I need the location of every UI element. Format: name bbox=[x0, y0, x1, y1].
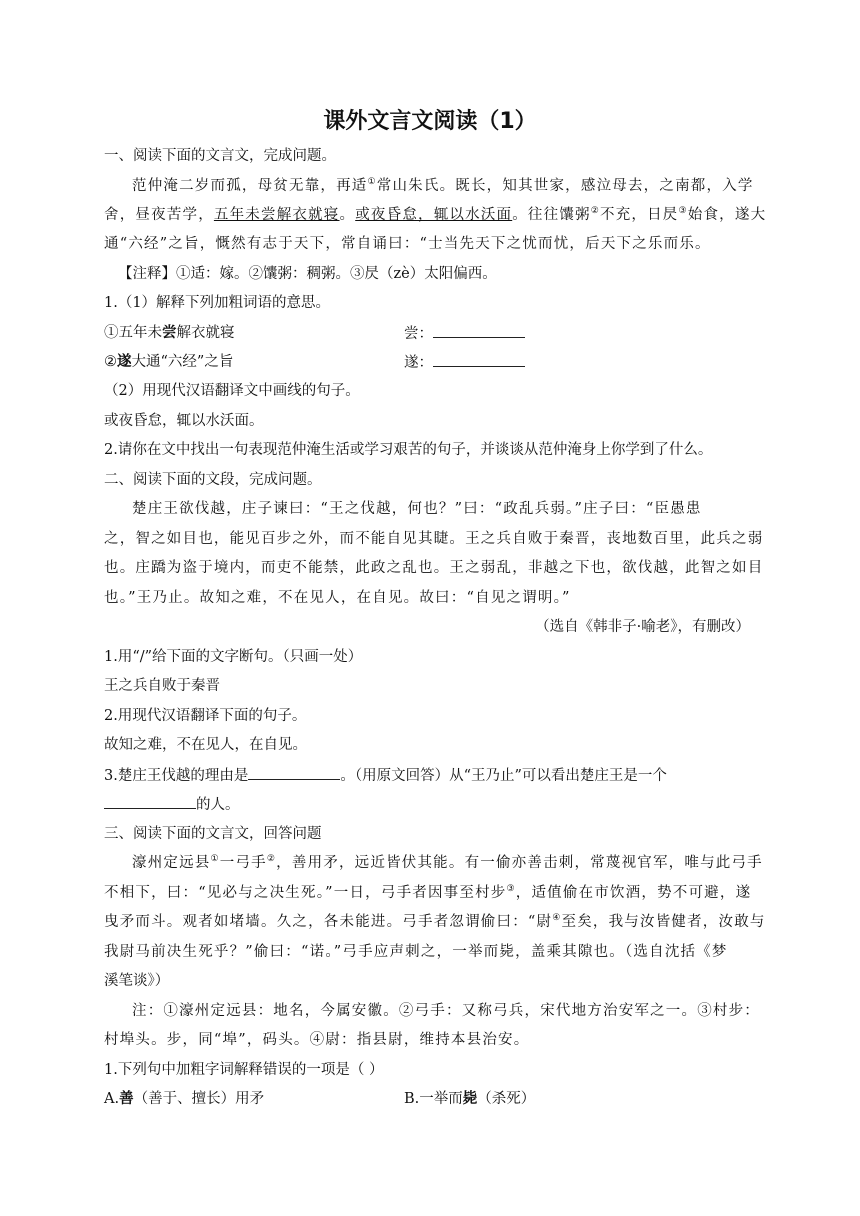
passage-3-line: 不相下，曰：“见必与之决生死。”一日，弓手者因事至村步③，适值偷在市饮酒，势不可避，遂 bbox=[104, 884, 752, 901]
passage-1-line: 舍，昼夜苦学，五年未尝解衣就寝。或夜昏怠，辄以水沃面。往往馕粥②不充，日昃③始食，遂大 bbox=[104, 206, 767, 223]
s2-question-1: 1.用“/”给下面的文字断句。（只画一处） bbox=[104, 649, 363, 665]
s2-question-3: 3.楚庄王伐越的理由是 。（用原文回答）从“王乃止”可以看出楚庄王是一个 bbox=[104, 765, 667, 786]
answer-blank-a[interactable]: 尝： bbox=[404, 323, 525, 344]
section-3-heading: 三、阅读下面的文言文，回答问题 bbox=[104, 826, 322, 842]
passage-2-line: 也。庄蹻为盗于境内，而吏不能禁，此政之乱也。王之弱乱，非越之下也，欲伐越，此智之如目 bbox=[104, 560, 764, 576]
passage-3-note: 注：①濠州定远县：地名，今属安徽。②弓手：又称弓兵，宋代地方治安军之一。③村步： bbox=[132, 1003, 760, 1019]
passage-1-line: 范仲淹二岁而孤，母贫无靠，再适①常山朱氏。既长，知其世家，感泣母去，之南都，入学 bbox=[132, 177, 754, 194]
question-1-1-item-b: ②遂大通“六经”之旨 bbox=[104, 353, 234, 370]
page-title: 课外文言文阅读（1） bbox=[323, 109, 537, 134]
section-1-heading: 一、阅读下面的文言文，完成问题。 bbox=[104, 148, 336, 164]
s2-question-2: 2.用现代汉语翻译下面的句子。 bbox=[104, 708, 307, 724]
underlined-sentence: 或夜昏怠，辄以水沃面 bbox=[355, 207, 513, 223]
underlined-sentence: 五年未尝解衣就寝 bbox=[213, 207, 340, 223]
question-1-2: （2）用现代汉语翻译文中画线的句子。 bbox=[104, 383, 360, 399]
section-2-heading: 二、阅读下面的文段，完成问题。 bbox=[104, 472, 322, 488]
question-2: 2.请你在文中找出一句表现范仲淹生活或学习艰苦的句子，并谈谈从范仲淹身上你学到了什么。 bbox=[104, 442, 713, 458]
s2-question-2-text: 故知之难，不在见人，在自见。 bbox=[104, 737, 307, 753]
question-1-1-item-a: ①五年未尝解衣就寝 bbox=[104, 324, 235, 341]
passage-3-line: 濠州定远县①一弓手②，善用矛，远近皆伏其能。有一偷亦善击刺，常蔑视官军，唯与此弓手 bbox=[132, 854, 763, 871]
s2-question-1-text: 王之兵自败于秦晋 bbox=[104, 678, 220, 694]
answer-blank-b[interactable]: 遂： bbox=[404, 352, 525, 373]
passage-1-line: 通“六经”之旨，慨然有志于天下，常自诵曰：“士当先天下之忧而忧，后天下之乐而乐。 bbox=[104, 236, 711, 252]
s2-question-3-cont: 的人。 bbox=[104, 794, 240, 815]
passage-2-source: （选自《韩非子·喻老》，有删改） bbox=[535, 619, 750, 635]
option-b: B.一举而毙（杀死） bbox=[404, 1090, 536, 1107]
passage-3-note: 村埠头。步，同“埠”，码头。④尉：指县尉，维持本县治安。 bbox=[104, 1032, 530, 1048]
passage-2-line: 之，智之如目也，能见百步之外，而不能自见其睫。王之兵自败于秦晋，丧地数百里，此兵之弱 bbox=[104, 531, 764, 547]
passage-2-line: 也。”王乃止。故知之难，不在见人，在自见。故曰：“自见之谓明。” bbox=[104, 590, 571, 606]
question-1-2-text: 或夜昏怠，辄以水沃面。 bbox=[104, 413, 264, 429]
passage-2-line: 楚庄王欲伐越，庄子谏曰：“王之伐越，何也？”曰：“政乱兵弱。”庄子曰：“臣愚患 bbox=[132, 501, 702, 517]
option-a: A.善（善于、擅长）用矛 bbox=[104, 1090, 265, 1107]
passage-3-line: 我尉马前决生死乎？”偷曰：“诺。”弓手应声刺之，一举而毙，盖乘其隙也。（选自沈括《梦 bbox=[104, 944, 728, 960]
answer-blank[interactable] bbox=[104, 794, 196, 809]
answer-blank[interactable] bbox=[248, 765, 340, 780]
passage-1-note: 【注释】①适：嫁。②馕粥：稠粥。③昃（zè）太阳偏西。 bbox=[118, 266, 497, 282]
s3-question-1: 1.下列句中加粗字词解释错误的一项是（ ） bbox=[104, 1062, 384, 1078]
passage-3-line: 溪笔谈》） bbox=[104, 973, 170, 989]
passage-3-line: 曳矛而斗。观者如堵墙。久之，各未能进。弓手者忽谓偷曰：“尉④至矣，我与汝皆健者，汝敢与 bbox=[104, 913, 766, 930]
question-1-1: 1.（1）解释下列加粗词语的意思。 bbox=[104, 295, 331, 311]
